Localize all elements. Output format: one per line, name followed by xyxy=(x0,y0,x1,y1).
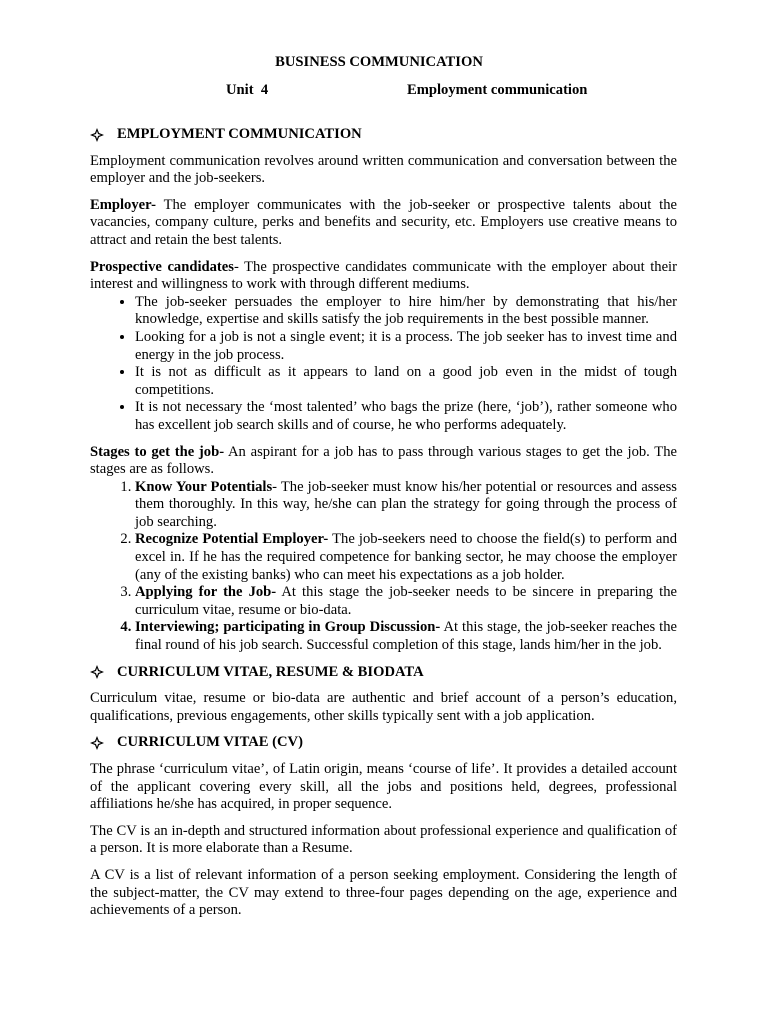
diamond-bullet-icon xyxy=(90,665,104,679)
candidates-text: - The prospective candidates communicate with the employer about their interest and willingness to work with through different mediums. xyxy=(90,258,677,293)
stage-text: At this stage, the job-seeker reaches the final round of his job search. Successful completion of this stage, lands him/her in the job. xyxy=(135,619,678,654)
diamond-bullet-icon xyxy=(90,128,104,142)
stages-text: An aspirant for a job has to pass through various stages to get the job. The stages are as follows. xyxy=(90,443,677,478)
list-item: • It is not as difficult as it appears to land on a good job even in the midst of tough competitions. xyxy=(135,364,677,399)
list-item xyxy=(135,531,677,584)
stage-text: - The job-seeker must know his/her potential or resources and assess them thoroughly. In this way, he/she can plan the strategy for going through the process of job searching. xyxy=(135,478,677,530)
employer-paragraph xyxy=(90,197,677,250)
list-item: • The job-seeker persuades the employer to hire him/her by demonstrating that his/her knowledge, expertise and skills satisfy the job requirements in the best possible manner. xyxy=(135,294,677,329)
document-body xyxy=(90,126,677,929)
section-heading-employment xyxy=(90,126,677,144)
cv-paragraph: The phrase ‘curriculum vitae’, of Latin origin, means ‘course of life’. It provides a detailed account of the applicant covering every skill, all the jobs and positions held, degrees, professional affiliations he/she has acquired, in proper sequence. xyxy=(90,761,677,813)
list-item xyxy=(135,619,677,654)
stage-label: Applying for the Job- xyxy=(135,584,277,601)
section-heading-text: EMPLOYMENT COMMUNICATION xyxy=(117,126,362,142)
unit-number: Unit 4 xyxy=(226,82,269,98)
list-item xyxy=(135,479,677,532)
list-item: • Looking for a job is not a single event; it is a process. The job seeker has to invest time and energy in the job process. xyxy=(135,329,677,364)
section-heading-text: CURRICULUM VITAE (CV) xyxy=(117,734,303,751)
section-heading-text: CURRICULUM VITAE, RESUME & BIODATA xyxy=(117,663,424,680)
diamond-bullet-icon xyxy=(90,736,104,750)
section-heading-cv xyxy=(90,734,677,752)
stage-label: Recognize Potential Employer- xyxy=(135,531,329,548)
cv-paragraph: A CV is a list of relevant information of a person seeking employment. Considering the length of the subject-matter, the CV may extend to three-four pages depending on the age, experience and achievements of a person. xyxy=(90,866,677,919)
intro-paragraph: Employment communication revolves around written communication and conversation between the employer and the job-seekers. xyxy=(90,152,677,187)
employer-label: Employer- xyxy=(90,196,156,213)
list-item xyxy=(135,584,677,619)
section-heading-cv-resume xyxy=(90,664,677,682)
stages-paragraph xyxy=(90,444,677,479)
candidates-paragraph xyxy=(90,259,677,294)
candidate-bullet-list xyxy=(90,294,677,435)
cv-paragraph: The CV is an in-depth and structured information about professional experience and qualification of a person. It is more elaborate than a Resume. xyxy=(90,822,677,857)
document-title: BUSINESS COMMUNICATION xyxy=(275,54,483,70)
stage-text: The job-seekers need to choose the field(s) to perform and excel in. If he has the required competence for banking sector, he may choose the employer (any of the existing banks) who can meet his expectations as a job holder. xyxy=(135,531,677,583)
stage-text: At this stage the job-seeker needs to be sincere in preparing the curriculum vitae, resume or bio-data. xyxy=(135,584,677,618)
unit-title: Employment communication xyxy=(407,82,588,98)
stage-label: Interviewing; participating in Group Discussion- xyxy=(135,619,441,636)
cv-resume-paragraph: Curriculum vitae, resume or bio-data are authentic and brief account of a person’s education, qualifications, previous engagements, other skills typically sent with a job application. xyxy=(90,690,677,724)
employer-text: The employer communicates with the job-seeker or prospective talents about the vacancies, company culture, perks and benefits and security, etc. Employers use creative means to attract and retain the best talents. xyxy=(90,196,677,248)
stage-label: Know Your Potentials xyxy=(135,478,273,495)
candidates-label: Prospective candidates xyxy=(90,258,234,275)
list-item: • It is not necessary the ‘most talented’ who bags the prize (here, ‘job’), rather someone who has excellent job search skills and of course, he who performs adequately. xyxy=(135,399,677,434)
stages-label: Stages to get the job- xyxy=(90,443,225,460)
stages-list xyxy=(90,479,677,655)
